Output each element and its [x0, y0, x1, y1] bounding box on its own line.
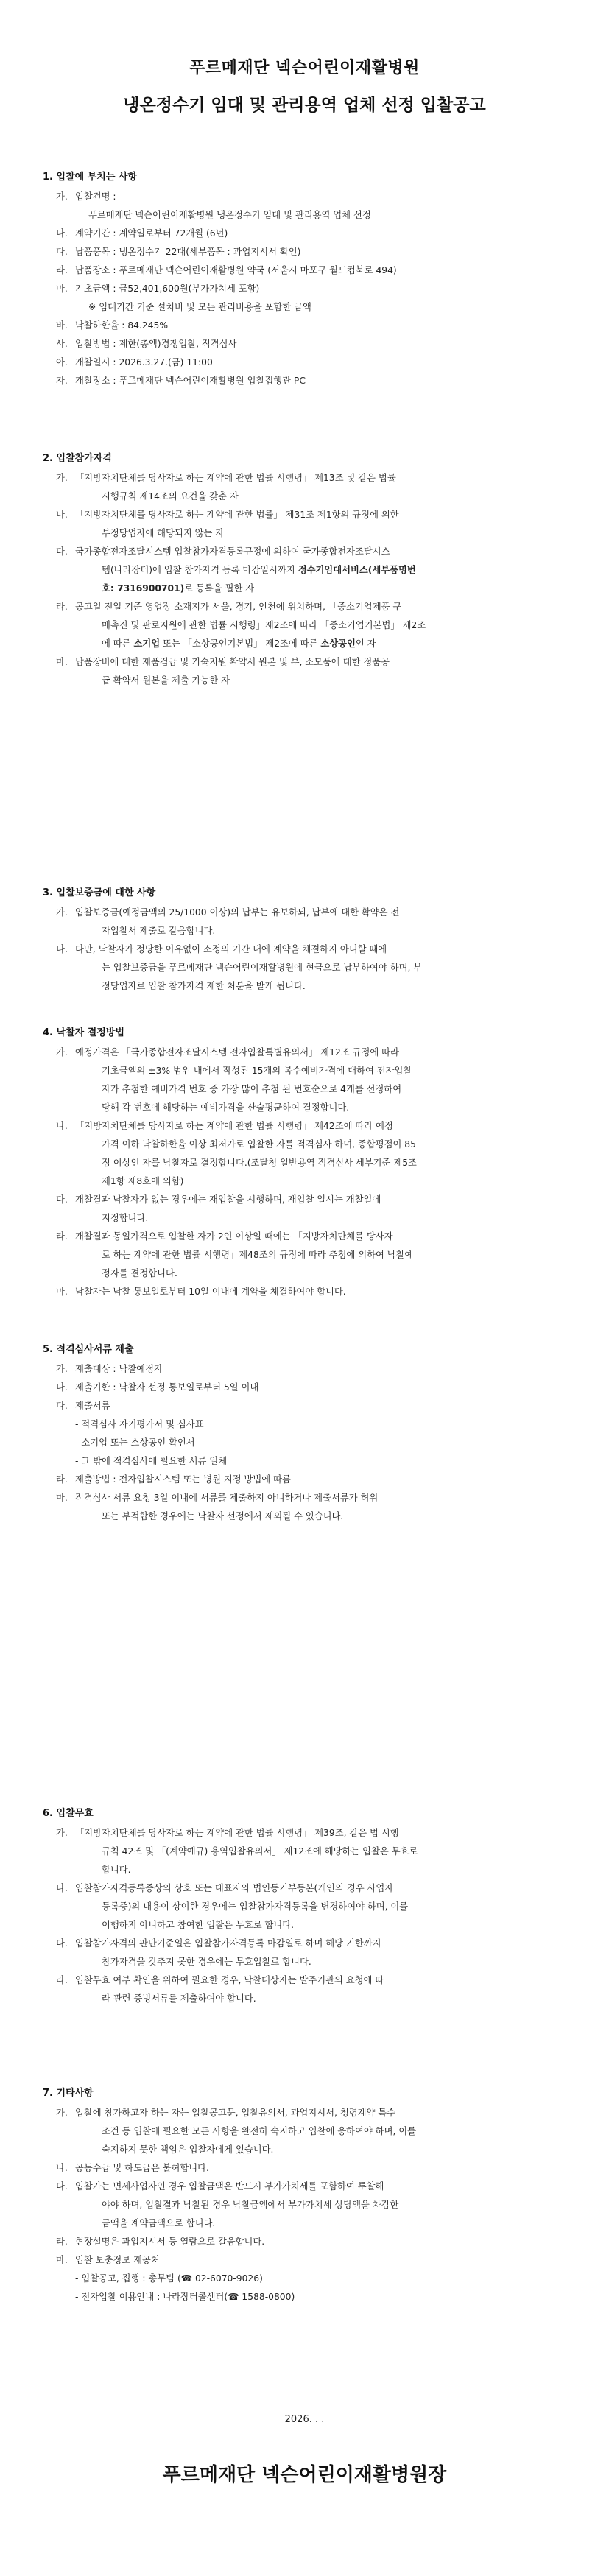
list-item-continuation: 시행규칙 제14조의 요건을 갖춘 자 [102, 491, 239, 502]
list-item-continuation: 점 이상인 자를 낙찰자로 결정합니다.(조달청 일반용역 적격심사 세부기준 제5조 [102, 1158, 417, 1168]
document-list-item: - 적격심사 자기평가서 및 심사표 [75, 1419, 204, 1429]
list-item: 가. 입찰건명 : [56, 191, 116, 202]
list-item-continuation: 조건 등 입찰에 필요한 모든 사항을 완전히 숙지하고 입찰에 응하여야 하며, 이를 [102, 2126, 417, 2136]
title-block [0, 55, 609, 116]
list-item-continuation: 제1항 제8호에 의함) [102, 1176, 184, 1186]
list-item: 가. 「지방자치단체를 당사자로 하는 계약에 관한 법률 시행령」 제13조 및 같은 법률 [56, 473, 396, 483]
list-item-continuation: 정당업자로 입찰 참가자격 제한 처분을 받게 됩니다. [102, 981, 306, 991]
list-item-continuation: 정자를 결정합니다. [102, 1268, 177, 1278]
signature-line: 푸르메재단 넥슨어린이재활병원장 [162, 2464, 447, 2486]
section-heading: 4. 낙찰자 결정방법 [43, 1027, 124, 1038]
list-item: 마. 납품장비에 대한 제품검급 및 기술지원 확약서 원본 및 부, 소모품에 대한 정품공 [56, 657, 390, 667]
list-item-continuation: 호: 7316900701)로 등록을 필한 자 [102, 583, 255, 594]
contact-item: - 전자입찰 이용안내 : 나라장터콜센터(☎ 1588-0800) [75, 2292, 295, 2302]
section-heading: 3. 입찰보증금에 대한 사항 [43, 887, 156, 898]
list-item: 라. 입찰무효 여부 확인을 위하여 필요한 경우, 낙찰대상자는 발주기관의 요청에 따 [56, 1975, 384, 1985]
list-item-continuation: 는 입찰보증금을 푸르메재단 넥슨어린이재활병원에 현금으로 납부하여야 하며, 부 [102, 963, 423, 973]
list-item: 가. 입찰보증금(예정금액의 25/1000 이상)의 납부는 유보하되, 납부에 대한 확약은 전 [56, 907, 400, 918]
list-item: 나. 다만, 낙찰자가 정당한 이유없이 소정의 기간 내에 계약을 체결하지 아니할 때에 [56, 944, 387, 954]
list-item-continuation: 또는 부적합한 경우에는 낙찰자 선정에서 제외될 수 있습니다. [102, 1511, 344, 1521]
contact-item: - 입찰공고, 집행 : 총무팀 (☎ 02-6070-9026) [75, 2273, 263, 2284]
list-item-continuation: 로 하는 계약에 관한 법률 시행령」제48조의 규정에 따라 추첨에 의하여 낙찰예 [102, 1250, 414, 1260]
section-other-matters [43, 2084, 567, 2306]
list-item-continuation: 이행하지 아니하고 참여한 입찰은 무효로 합니다. [102, 1920, 295, 1930]
list-item-continuation: 자입찰서 제출로 갈음합니다. [102, 926, 216, 936]
list-item-continuation: 기초금액의 ±3% 범위 내에서 작성된 15개의 복수예비가격에 대하여 전자입찰 [102, 1066, 412, 1076]
list-item: 라. 현장설명은 과업지시서 등 열람으로 갈음합니다. [56, 2237, 265, 2247]
list-item: 마. 기초금액 : 금52,401,600원(부가가치세 포함) [56, 284, 260, 294]
list-item-continuation: 참가자격을 갖추지 못한 경우에는 무효입찰로 합니다. [102, 1957, 311, 1967]
list-item-continuation: 당해 각 번호에 해당하는 예비가격을 산술평균하여 결정합니다. [102, 1102, 350, 1113]
list-item-continuation: 에 따른 소기업 또는 「소상공인기본법」 제2조에 따른 소상공인인 자 [102, 638, 376, 649]
section-heading: 1. 입찰에 부치는 사항 [43, 172, 138, 183]
section-bid-invalidity [43, 1804, 567, 2008]
list-item-continuation: 가격 이하 낙찰하한율 이상 최저가로 입찰한 자를 적격심사 하며, 종합평점이 85 [102, 1139, 416, 1150]
list-item-continuation: 합니다. [102, 1865, 131, 1875]
section-award-method [43, 1024, 567, 1301]
list-item-continuation: 금액을 계약금액으로 합니다. [102, 2218, 216, 2228]
section-eligibility [43, 449, 567, 690]
list-item: 마. 입찰 보충정보 제공처 [56, 2255, 160, 2265]
list-item: 다. 납품품목 : 냉온정수기 22대(세부품목 : 과업지시서 확인) [56, 247, 301, 257]
list-item-continuation: 부정당업자에 해당되지 않는 자 [102, 528, 225, 538]
list-item-continuation: 라 관련 증빙서류를 제출하여야 합니다. [102, 1993, 256, 2004]
list-item: 다. 입찰가는 면세사업자인 경우 입찰금액은 반드시 부가가치세를 포함하여 투찰해 [56, 2181, 384, 2192]
list-item: 바. 낙찰하한율 : 84.245% [56, 320, 169, 331]
list-item-continuation: 지정합니다. [102, 1213, 149, 1223]
list-item-continuation: 급 확약서 원본을 제출 가능한 자 [102, 675, 230, 686]
list-item: 라. 공고일 전일 기준 영업장 소재지가 서울, 경기, 인천에 위치하며, 「중소기업제품 구 [56, 602, 402, 612]
list-item: 라. 개찰결과 동일가격으로 입찰한 자가 2인 이상일 때에는 「지방자치단체를 당사자 [56, 1231, 393, 1242]
list-item: 다. 제출서류 [56, 1401, 110, 1411]
section-heading: 6. 입찰무효 [43, 1808, 94, 1819]
section-heading: 7. 기타사항 [43, 2088, 94, 2099]
list-item-continuation: 템(나라장터)에 입찰 참가자격 등록 마감일시까지 정수기임대서비스(세부품명번 [102, 565, 416, 575]
list-item: 가. 「지방자치단체를 당사자로 하는 계약에 관한 법률 시행령」 제39조, 같은 법 시행 [56, 1828, 399, 1838]
list-item: 자. 개찰장소 : 푸르메재단 넥슨어린이재활병원 입찰집행관 PC [56, 376, 306, 386]
document-list-item: - 그 밖에 적격심사에 필요한 서류 일체 [75, 1456, 228, 1466]
organization-title: 푸르메재단 넥슨어린이재활병원 [189, 58, 420, 77]
list-item: 나. 입찰참가자격등록증상의 상호 또는 대표자와 법인등기부등본(개인의 경우 사업자 [56, 1883, 394, 1893]
list-item: 가. 입찰에 참가하고자 하는 자는 입찰공고문, 입찰유의서, 과업지시서, 청렴계약 특수 [56, 2108, 395, 2118]
list-item: 마. 낙찰자는 낙찰 통보일로부터 10일 이내에 계약을 체결하여야 합니다. [56, 1287, 346, 1297]
list-item: 나. 공동수급 및 하도급은 불허합니다. [56, 2163, 209, 2173]
list-item-continuation: 숙지하지 못한 책임은 입찰자에게 있습니다. [102, 2144, 274, 2155]
section-qualification-documents [43, 1340, 567, 1526]
notice-date: 2026. . . [284, 2414, 325, 2425]
section-heading: 2. 입찰참가자격 [43, 453, 112, 464]
section-bid-deposit [43, 884, 567, 996]
list-item-continuation: 매촉진 및 판로지원에 관한 법률 시행령」제2조에 따라 「중소기업기본법」 제2조 [102, 620, 426, 630]
list-item-continuation: 야야 하며, 입찰결과 낙찰된 경우 낙찰금액에서 부가가치세 상당액을 차감한 [102, 2200, 399, 2210]
list-item: 가. 제출대상 : 낙찰예정자 [56, 1364, 163, 1374]
note-text: ※ 임대기간 기준 설치비 및 모든 관리비용을 포함한 금액 [88, 302, 311, 312]
section-bid-items [43, 168, 567, 390]
list-item: 나. 계약기간 : 계약일로부터 72개월 (6년) [56, 228, 228, 239]
list-item: 아. 개찰일시 : 2026.3.27.(금) 11:00 [56, 357, 213, 367]
list-item: 라. 제출방법 : 전자입찰시스템 또는 병원 지정 방법에 따름 [56, 1474, 291, 1485]
list-item: 나. 「지방자치단체를 당사자로 하는 계약에 관한 법률」 제31조 제1항의 규정에 의한 [56, 510, 399, 520]
list-item: 나. 「지방자치단체를 당사자로 하는 계약에 관한 법률 시행령」 제42조에 따라 예정 [56, 1121, 393, 1131]
list-item: 다. 국가종합전자조달시스템 입찰참가자격등록규정에 의하여 국가종합전자조달시스 [56, 546, 390, 557]
list-item: 나. 제출기한 : 낙찰자 선정 통보일로부터 5일 이내 [56, 1382, 259, 1393]
section-heading: 5. 적격심사서류 제출 [43, 1344, 134, 1355]
notice-title: 냉온정수기 임대 및 관리용역 업체 선정 입찰공고 [123, 95, 486, 115]
list-item: 가. 예정가격은 「국가종합전자조달시스템 전자입찰특별유의서」 제12조 규정에 따라 [56, 1047, 399, 1058]
list-item: 다. 입찰참가자격의 판단기준일은 입찰참가자격등록 마감일로 하며 해당 기한까지 [56, 1938, 381, 1949]
list-item-detail: 푸르메재단 넥슨어린이재활병원 냉온정수기 임대 및 관리용역 업체 선정 [88, 210, 371, 220]
document-list-item: - 소기업 또는 소상공인 확인서 [75, 1437, 195, 1448]
list-item: 사. 입찰방법 : 제한(총액)경쟁입찰, 적격심사 [56, 339, 237, 349]
list-item-continuation: 등록증)의 내용이 상이한 경우에는 입찰참가자격등록을 변경하여야 하며, 이를 [102, 1901, 409, 1912]
list-item-continuation: 규칙 42조 및 「(계약예규) 용역입찰유의서」 제12조에 해당하는 입찰은 무효로 [102, 1846, 418, 1857]
list-item: 라. 납품장소 : 푸르메재단 넥슨어린이재활병원 약국 (서울시 마포구 월드컵북로 494) [56, 265, 397, 275]
list-item: 다. 개찰결과 낙찰자가 없는 경우에는 재입찰을 시행하며, 재입찰 일시는 개찰일에 [56, 1194, 381, 1205]
list-item-continuation: 자가 추첨한 예비가격 번호 중 가장 많이 추첨 된 번호순으로 4개를 선정하여 [102, 1084, 402, 1094]
list-item: 마. 적격심사 서류 요청 3일 이내에 서류를 제출하지 아니하거나 제출서류가 허위 [56, 1493, 379, 1503]
